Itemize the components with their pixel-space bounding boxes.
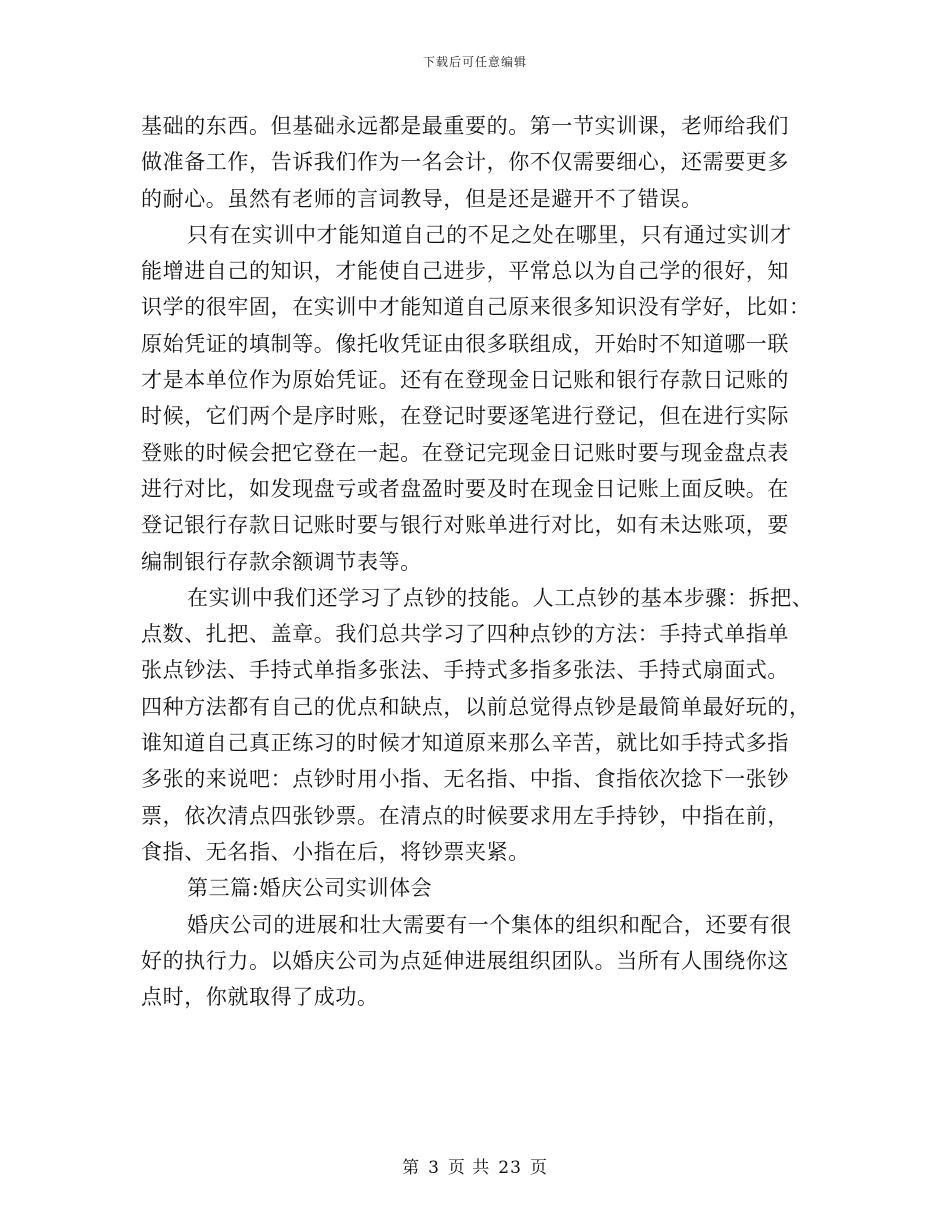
text-line: 票，依次清点四张钞票。在清点的时候要求用左手持钞，中指在前， bbox=[141, 803, 789, 828]
text-line: 只有在实训中才能知道自己的不足之处在哪里，只有通过实训才 bbox=[187, 222, 792, 247]
footer-prefix: 第 bbox=[402, 1158, 421, 1178]
text-line: 在实训中我们还学习了点钞的技能。人工点钞的基本步骤：拆把、 bbox=[187, 585, 814, 610]
footer-page-number: 3 bbox=[428, 1158, 440, 1178]
text-line: 婚庆公司的进展和壮大需要有一个集体的组织和配合，还要有很 bbox=[187, 912, 792, 937]
text-line: 点时，你就取得了成功。 bbox=[141, 985, 379, 1010]
text-line: 识学的很牢固，在实训中才能知道自己原来很多知识没有学好，比如： bbox=[141, 295, 811, 320]
text-line: 登账的时候会把它登在一起。在登记完现金日记账时要与现金盘点表 bbox=[141, 440, 789, 465]
footer-middle: 页 共 bbox=[447, 1158, 491, 1178]
text-line: 谁知道自己真正练习的时候才知道原来那么辛苦，就比如手持式多指 bbox=[141, 731, 789, 756]
text-line: 多张的来说吧：点钞时用小指、无名指、中指、食指依次捻下一张钞 bbox=[141, 767, 789, 792]
text-line: 第三篇:婚庆公司实训体会 bbox=[187, 876, 433, 901]
text-line: 做准备工作，告诉我们作为一名会计，你不仅需要细心，还需要更多 bbox=[141, 150, 789, 175]
footer-suffix: 页 bbox=[529, 1158, 548, 1178]
text-line: 食指、无名指、小指在后，将钞票夹紧。 bbox=[141, 839, 530, 864]
page-footer bbox=[0, 1153, 950, 1178]
text-line: 的耐心。虽然有老师的言词教导，但是还是避开不了错误。 bbox=[141, 186, 703, 211]
text-line: 四种方法都有自己的优点和缺点，以前总觉得点钞是最简单最好玩的， bbox=[141, 694, 811, 719]
text-line: 好的执行力。以婚庆公司为点延伸进展组织团队。当所有人围绕你这 bbox=[141, 948, 789, 973]
text-line: 时候，它们两个是序时账，在登记时要逐笔进行登记，但在进行实际 bbox=[141, 404, 789, 429]
text-line: 基础的东西。但基础永远都是最重要的。第一节实训课，老师给我们 bbox=[141, 114, 789, 138]
text-line: 张点钞法、手持式单指多张法、手持式多指多张法、手持式扇面式。 bbox=[141, 658, 789, 683]
page-header: 下载后可任意编辑 bbox=[422, 55, 527, 69]
text-line: 编制银行存款余额调节表等。 bbox=[141, 549, 422, 574]
text-line: 进行对比，如发现盘亏或者盘盈时要及时在现金日记账上面反映。在 bbox=[141, 476, 789, 501]
text-line: 登记银行存款日记账时要与银行对账单进行对比，如有未达账项，要 bbox=[141, 513, 789, 538]
footer-total-pages: 23 bbox=[498, 1158, 522, 1178]
text-line: 才是本单位作为原始凭证。还有在登现金日记账和银行存款日记账的 bbox=[141, 368, 789, 393]
text-line: 能增进自己的知识，才能使自己进步，平常总以为自己学的很好，知 bbox=[141, 259, 789, 284]
body-text bbox=[141, 108, 814, 1015]
text-line: 点数、扎把、盖章。我们总共学习了四种点钞的方法：手持式单指单 bbox=[141, 622, 789, 647]
text-line: 原始凭证的填制等。像托收凭证由很多联组成，开始时不知道哪一联 bbox=[141, 331, 789, 356]
